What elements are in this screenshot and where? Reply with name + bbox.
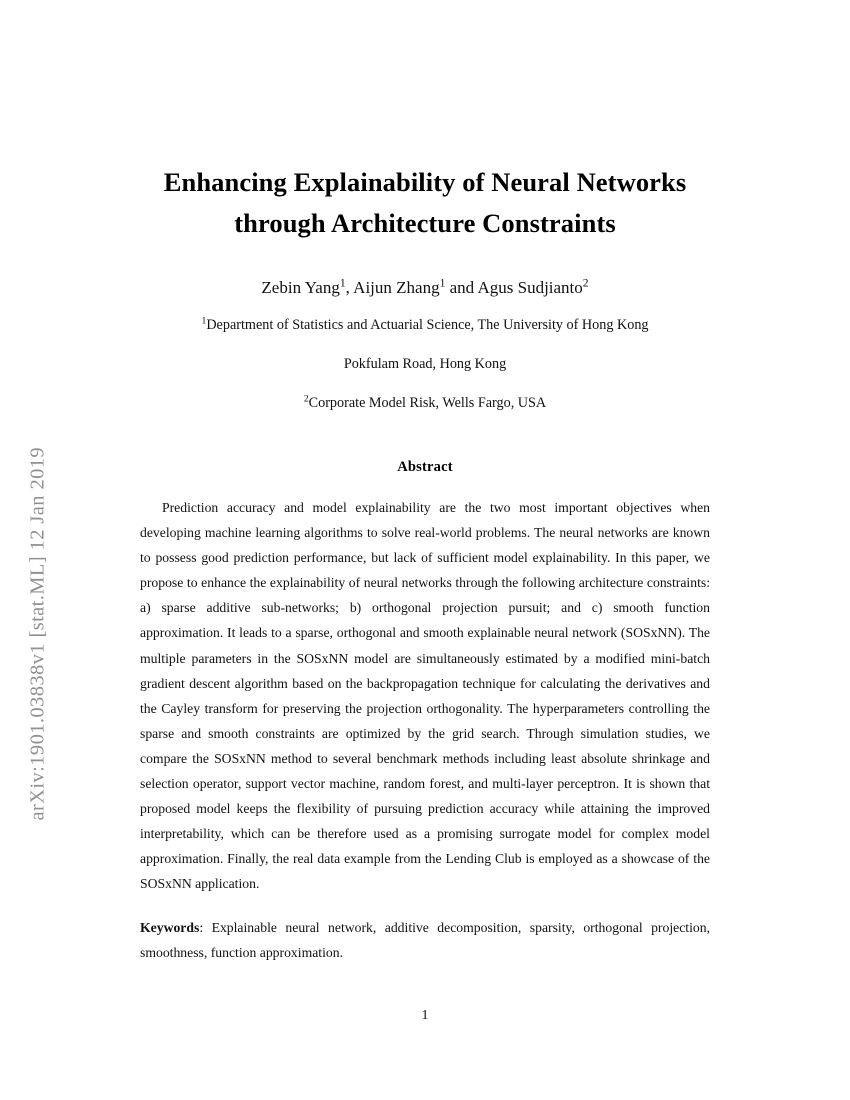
keywords-section xyxy=(140,897,710,965)
author-separator-2: and Agus Sudjianto xyxy=(445,278,583,297)
affiliation-line-2 xyxy=(140,339,710,378)
page-title xyxy=(140,0,710,244)
page-title-line-2: through Architecture Constraints xyxy=(234,208,616,238)
affiliation-line-1 xyxy=(140,300,710,339)
affiliation-text-3: Corporate Model Risk, Wells Fargo, USA xyxy=(308,395,547,411)
keywords-label: Keywords xyxy=(140,919,200,935)
abstract-heading: Abstract xyxy=(397,459,453,475)
arxiv-stamp xyxy=(0,0,64,1100)
page-number: 1 xyxy=(421,1008,429,1023)
keywords-separator: : xyxy=(199,919,212,935)
arxiv-stamp-label: arXiv:1901.03838v1 [stat.ML] 12 Jan 2019 xyxy=(26,446,49,821)
affiliation-text-2: Pokfulam Road, Hong Kong xyxy=(343,356,507,372)
page-title-line-1: Enhancing Explainability of Neural Networks xyxy=(163,167,687,197)
author-affiliation-marker-2: 1 xyxy=(439,276,446,290)
affiliation-line-3 xyxy=(140,378,710,417)
affiliation-marker-1: 1 xyxy=(201,315,207,327)
affiliation-text-1: Department of Statistics and Actuarial Science, The University of Hong Kong xyxy=(206,317,649,333)
author-affiliation-marker-3: 2 xyxy=(582,276,589,290)
author-separator-1: , Aijun Zhang xyxy=(345,278,440,297)
author-name-1: Zebin Yang xyxy=(261,278,340,297)
author-list xyxy=(140,244,710,300)
abstract-body: Prediction accuracy and model explainability are the two most important objectives when developing machine learning algorithms to solve real-world problems. The neural networks are known to possess good prediction performance, but lack of sufficient model explainability. In this paper, we propose to enhance the explainability of neural networks through the following architecture constraints: a) sparse additive sub-networks; b) orthogonal projection pursuit; and c) smooth function approximation. It leads to a sparse, orthogonal and smooth explainable neural network (SOSxNN). The multiple parameters in the SOSxNN model are simultaneously estimated by a modified mini-batch gradient descent algorithm based on the backpropagation technique for calculating the derivatives and the Cayley transform for preserving the projection orthogonality. The hyperparameters controlling the sparse and smooth constraints are optimized by the grid search. Through simulation studies, we compare the SOSxNN method to several benchmark methods including least absolute shrinkage and selection operator, support vector machine, random forest, and multi-layer perceptron. It is shown that proposed model keeps the flexibility of pursuing prediction accuracy while attaining the improved interpretability, which can be therefore used as a promising surrogate model for complex model approximation. Finally, the real data example from the Lending Club is employed as a showcase of the SOSxNN application. xyxy=(140,500,710,892)
author-affiliation-marker-1: 1 xyxy=(339,276,346,290)
keywords-text: Explainable neural network, additive decomposition, sparsity, orthogonal projection, smoothness, function approximation. xyxy=(140,919,710,960)
affiliation-marker-2: 2 xyxy=(303,393,309,405)
paper-content-column xyxy=(140,0,710,965)
